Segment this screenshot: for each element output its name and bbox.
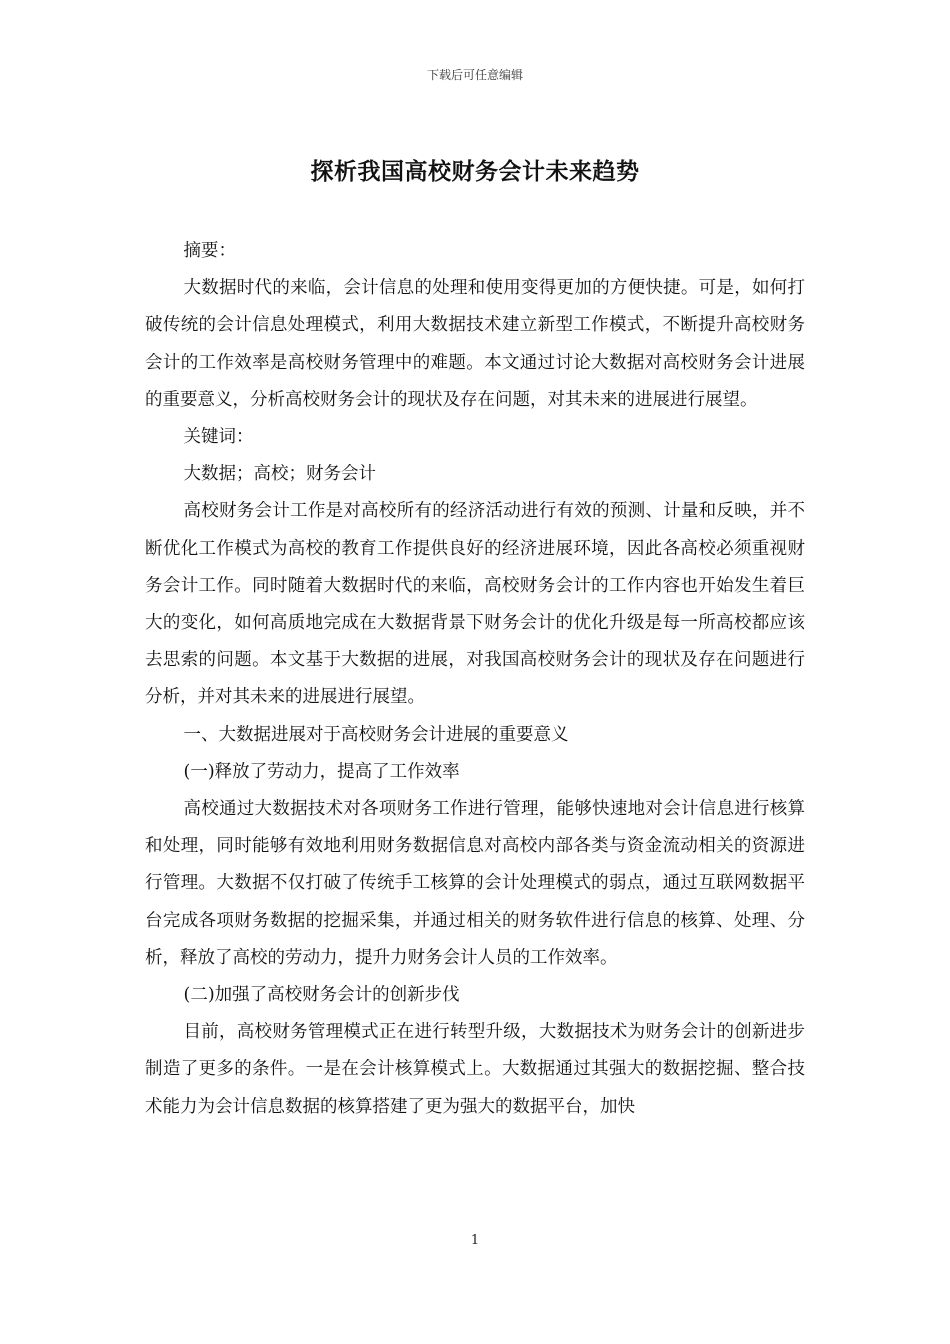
- body-paragraph: 目前，高校财务管理模式正在进行转型升级，大数据技术为财务会计的创新进步制造了更多的条件。一是在会计核算模式上。大数据通过其强大的数据挖掘、整合技术能力为会计信息数据的核算搭建了更为强大的数据平台，加快: [145, 1022, 805, 1117]
- subsection-heading-2: (二)加强了高校财务会计的创新步伐: [183, 985, 460, 1006]
- subsection-heading-1: (一)释放了劳动力，提高了工作效率: [183, 761, 460, 782]
- keywords-paragraph: 大数据；高校；财务会计: [183, 464, 376, 485]
- abstract-heading: 摘要：: [183, 241, 236, 261]
- abstract-paragraph: 大数据时代的来临，会计信息的处理和使用变得更加的方便快捷。可是，如何打破传统的会计信息处理模式，利用大数据技术建立新型工作模式，不断提升高校财务会计的工作效率是高校财务管理中的难题。本文通过讨论大数据对高校财务会计进展的重要意义，分析高校财务会计的现状及存在问题，对其未来的进展进行展望。: [145, 278, 805, 410]
- header-note: 下载后可任意编辑: [426, 68, 523, 82]
- document-title: 探析我国高校财务会计未来趋势: [310, 158, 640, 185]
- document-body: [145, 233, 805, 1126]
- page-number: 1: [470, 1233, 480, 1248]
- body-paragraph: 高校通过大数据技术对各项财务工作进行管理，能够快速地对会计信息进行核算和处理，同时能够有效地利用财务数据信息对高校内部各类与资金流动相关的资源进行管理。大数据不仅打破了传统手工核算的会计处理模式的弱点，通过互联网数据平台完成各项财务数据的挖掘采集，并通过相关的财务软件进行信息的核算、处理、分析，释放了高校的劳动力，提升力财务会计人员的工作效率。: [145, 799, 805, 968]
- section-heading-1: 一、大数据进展对于高校财务会计进展的重要意义: [183, 724, 569, 745]
- keywords-heading: 关键词：: [183, 427, 254, 448]
- intro-paragraph: 高校财务会计工作是对高校所有的经济活动进行有效的预测、计量和反映，并不断优化工作模式为高校的教育工作提供良好的经济进展环境，因此各高校必须重视财务会计工作。同时随着大数据时代的来临，高校财务会计的工作内容也开始发生着巨大的变化，如何高质地完成在大数据背景下财务会计的优化升级是每一所高校都应该去思索的问题。本文基于大数据的进展，对我国高校财务会计的现状及存在问题进行分析，并对其未来的进展进行展望。: [145, 501, 805, 708]
